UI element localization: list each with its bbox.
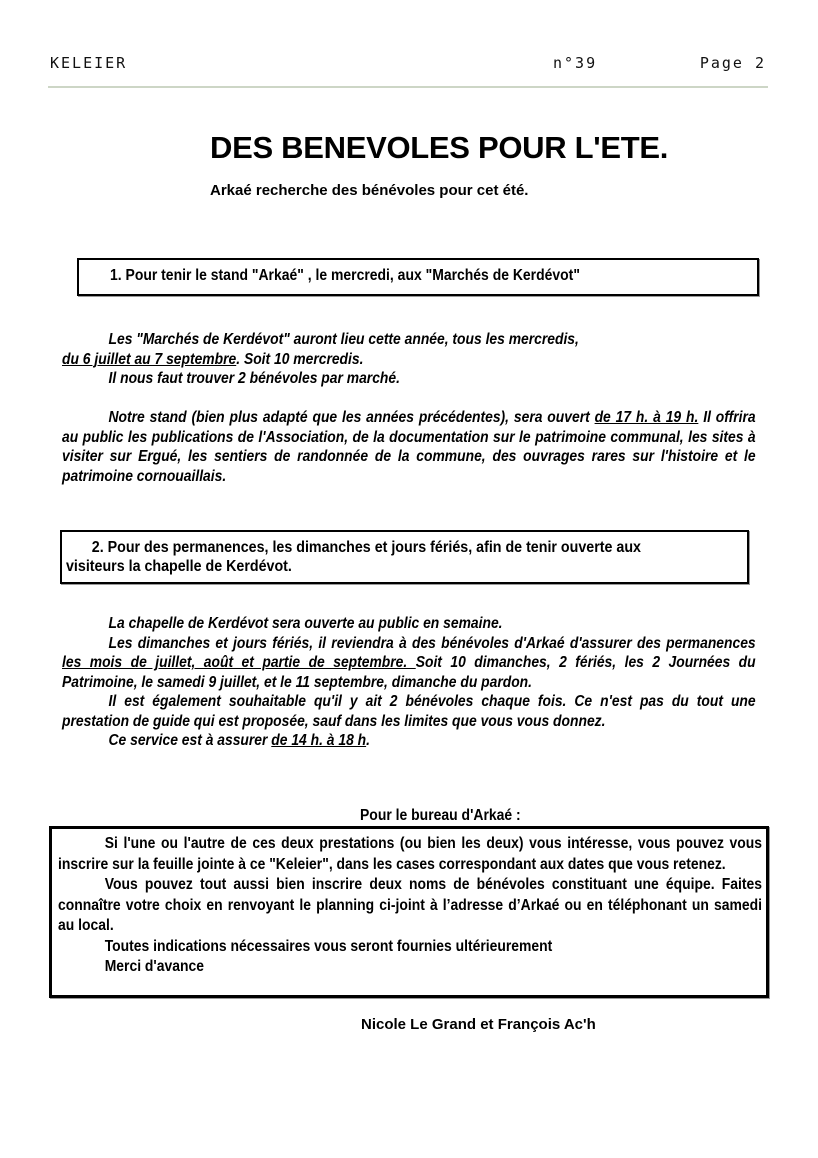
section2-p4-part1: Ce service est à assurer <box>108 732 272 749</box>
article-subtitle: Arkaé recherche des bénévoles pour cet été. <box>210 182 529 199</box>
section2-heading-box <box>60 530 749 584</box>
notice-paragraph-2: Vous pouvez tout aussi bien inscrire deux noms de bénévoles constituant une équipe. Faites connaître votre choix en renvoyant le planning ci-joint à l’adresse d’Arkaé ou en téléphonant un samedi au local. <box>58 876 763 934</box>
section2-paragraph-1: La chapelle de Kerdévot sera ouverte au public en semaine. <box>108 615 503 632</box>
bureau-label: Pour le bureau d'Arkaé : <box>360 807 521 824</box>
section1-paragraph-1 <box>62 330 756 389</box>
issue-number: n°39 <box>553 54 598 72</box>
signature: Nicole Le Grand et François Ac'h <box>361 1016 596 1033</box>
months-underlined: les mois de juillet, août et partie de septembre. <box>62 654 416 671</box>
section1-p1-line3: Il nous faut trouver 2 bénévoles par marché. <box>108 370 400 387</box>
notice-text <box>58 834 762 978</box>
notice-paragraph-3: Toutes indications nécessaires vous seront fournies ultérieurement <box>104 937 553 955</box>
page-header <box>50 54 766 76</box>
hours-underlined: de 17 h. à 19 h. <box>594 409 699 426</box>
section1-p1-line1: Les "Marchés de Kerdévot" auront lieu cette année, tous les mercredis, <box>108 331 579 348</box>
page-number: Page 2 <box>699 54 766 72</box>
section1-p1-line2-rest: . Soit 10 mercredis. <box>236 350 364 368</box>
notice-paragraph-4: Merci d'avance <box>104 958 204 975</box>
section2-p4-part2: . <box>366 732 370 749</box>
section2-heading <box>66 538 747 576</box>
section2-p2-part2: Soit 10 dimanches, 2 fériés, les 2 Journées du Patrimoine, le samedi 9 juillet, et le 11 septembre, dimanche du pardon. <box>62 654 756 691</box>
publication-name: KELEIER <box>50 54 128 72</box>
section1-heading-box <box>77 258 759 296</box>
section2-paragraph-3: Il est également souhaitable qu'il y ait 2 bénévoles chaque fois. Ce n'est pas du tout une prestation de guide qui est proposée, sauf dans les limites que vous vous donnez. <box>62 693 756 730</box>
section1-heading: 1. Pour tenir le stand "Arkaé" , le mercredi, aux "Marchés de Kerdévot" <box>110 267 580 284</box>
dates-underlined: du 6 juillet au 7 septembre <box>62 350 237 368</box>
service-hours-underlined: de 14 h. à 18 h <box>271 732 367 749</box>
section2-paragraph-4 <box>62 731 756 751</box>
section1-p2-part1: Notre stand (bien plus adapté que les années précédentes), sera ouvert <box>108 409 595 426</box>
section1-paragraph-2 <box>62 408 756 486</box>
section1-p2-part2: Il offrira au public les publications de l'Association, de la documentation sur le patrimoine communal, les sites à visiter sur Ergué, les sentiers de randonnée de la commune, des ouvrages rares sur l'histoire et le patrimoine cornouaillais. <box>62 409 756 485</box>
section2-p2-part1: Les dimanches et jours fériés, il reviendra à des bénévoles d'Arkaé d'assurer des permanences <box>108 634 756 652</box>
notice-box <box>49 826 769 998</box>
header-divider <box>48 86 768 88</box>
section2-paragraphs <box>62 614 756 751</box>
notice-paragraph-1: Si l'une ou l'autre de ces deux prestations (ou bien les deux) vous intéresse, vous pouvez vous inscrire sur la feuille jointe à ce "Keleier", dans les cases correspondant aux dates que vous retenez. <box>58 835 763 873</box>
section2-paragraph-2 <box>62 634 756 693</box>
section1-p1-line2 <box>62 350 756 370</box>
section2-heading-line2: visiteurs la chapelle de Kerdévot. <box>66 558 292 575</box>
section2-heading-line1: 2. Pour des permanences, les dimanches et jours fériés, afin de tenir ouverte aux <box>91 539 641 556</box>
article-title: DES BENEVOLES POUR L'ETE. <box>210 130 669 165</box>
